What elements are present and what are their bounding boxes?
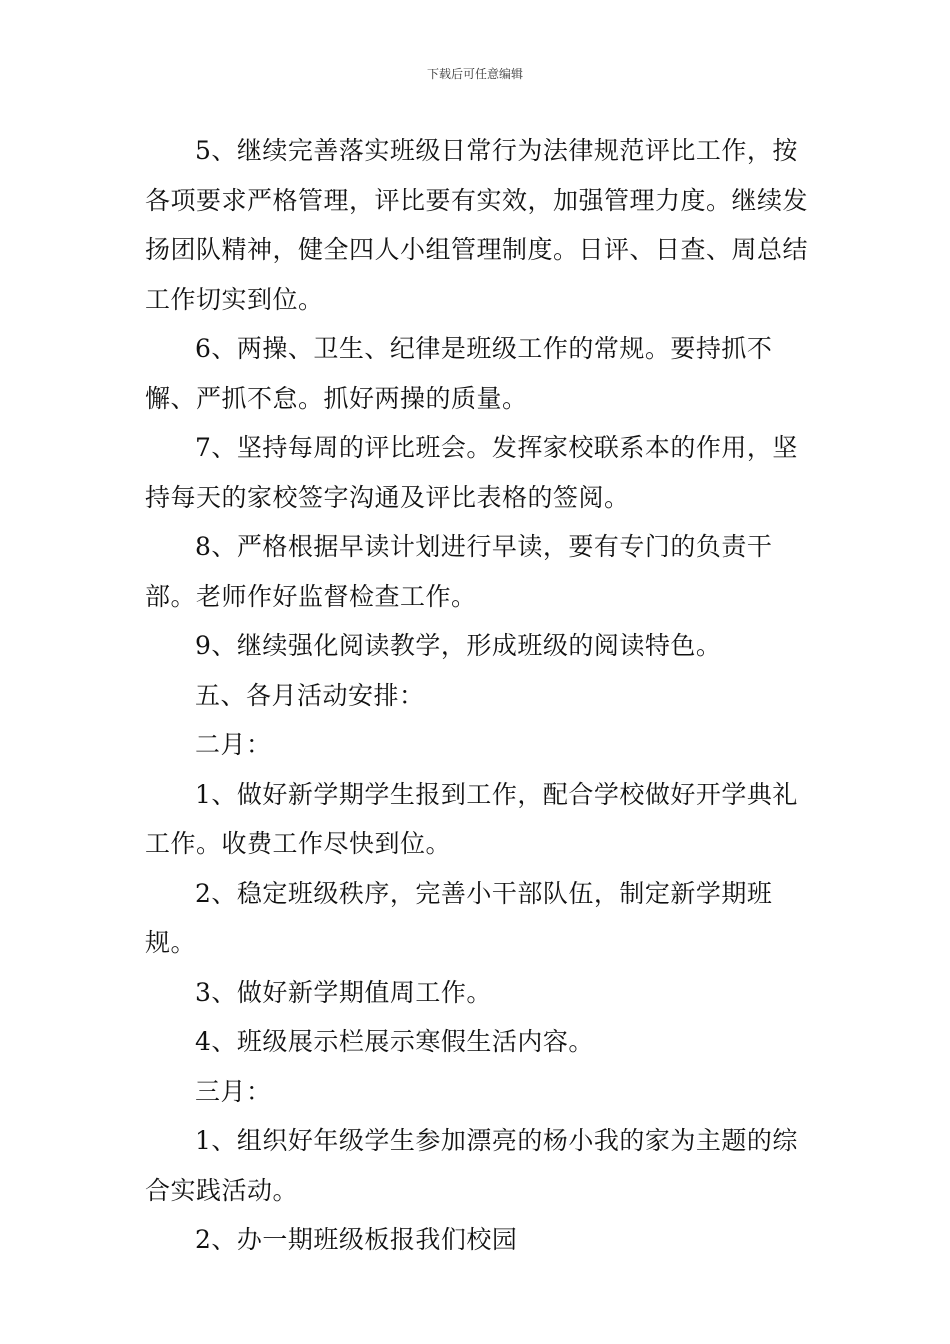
paragraph-item-5: 5、继续完善落实班级日常行为法律规范评比工作，按各项要求严格管理，评比要有实效，加强管理力度。继续发扬团队精神，健全四人小组管理制度。日评、日查、周总结工作切实到位。 [145, 136, 809, 314]
march-item-1: 1、组织好年级学生参加漂亮的杨小我的家为主题的综合实践活动。 [145, 1126, 798, 1205]
page-header: 下载后可任意编辑 [426, 67, 523, 81]
february-item-4: 4、班级展示栏展示寒假生活内容。 [195, 1027, 594, 1056]
paragraph-item-9: 9、继续强化阅读教学，形成班级的阅读特色。 [195, 631, 722, 660]
paragraph-item-7: 7、坚持每周的评比班会。发挥家校联系本的作用，坚持每天的家校签字沟通及评比表格的签阅。 [145, 433, 798, 512]
month-heading-march: 三月： [195, 1076, 272, 1106]
march-item-2: 2、办一期班级板报我们校园 [195, 1225, 518, 1254]
february-item-3: 3、做好新学期值周工作。 [195, 977, 492, 1007]
paragraph-item-6: 6、两操、卫生、纪律是班级工作的常规。要持抓不懈、严抓不怠。抓好两操的质量。 [145, 334, 773, 413]
february-item-1: 1、做好新学期学生报到工作，配合学校做好开学典礼工作。收费工作尽快到位。 [145, 779, 798, 858]
month-heading-february: 二月： [195, 730, 272, 759]
paragraph-item-8: 8、严格根据早读计划进行早读，要有专门的负责干部。老师作好监督检查工作。 [145, 532, 773, 611]
section-heading-monthly-activities: 五、各月活动安排： [195, 680, 425, 710]
document-body [145, 126, 810, 1265]
february-item-2: 2、稳定班级秩序，完善小干部队伍，制定新学期班规。 [145, 878, 773, 957]
